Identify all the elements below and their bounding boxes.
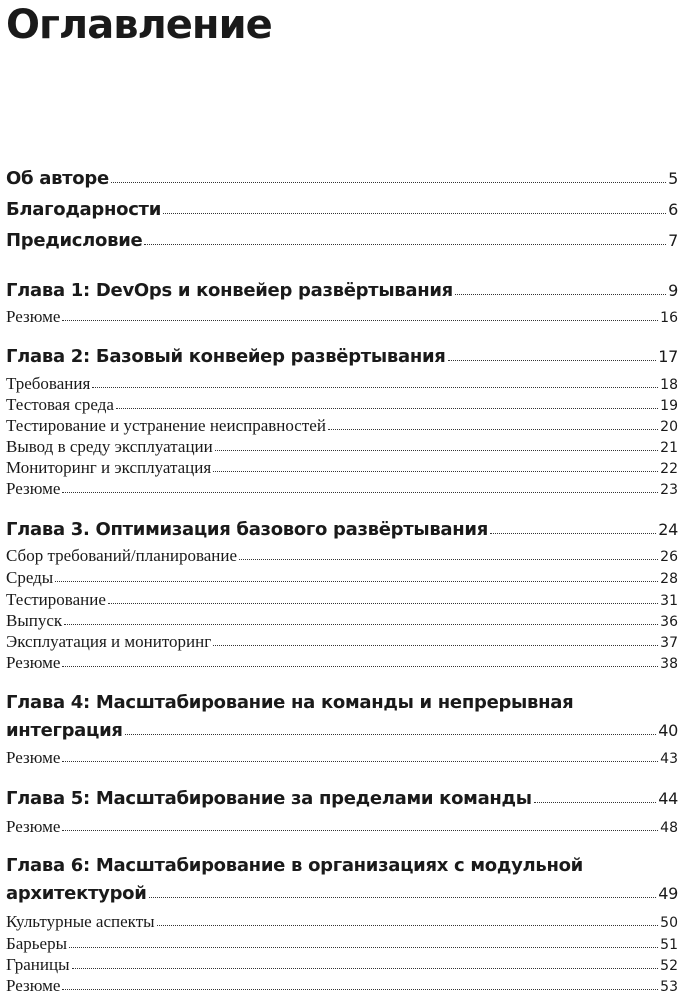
toc-chapter-4-line1[interactable]: Глава 4: Масштабирование на команды и непрерывная — [6, 692, 574, 713]
leader-dots — [157, 924, 659, 926]
toc-section[interactable] — [6, 611, 678, 631]
toc-section[interactable] — [6, 479, 678, 499]
leader-dots — [215, 449, 658, 451]
toc-page-number: 23 — [660, 482, 678, 498]
toc-section-label: Резюме — [6, 748, 61, 767]
leader-dots — [62, 319, 658, 321]
toc-chapter-label: архитектурой — [6, 883, 147, 904]
leader-dots — [108, 602, 658, 604]
toc-page-number: 50 — [660, 915, 678, 931]
leader-dots — [92, 386, 658, 388]
leader-dots — [163, 212, 666, 214]
toc-chapter-6[interactable] — [6, 883, 678, 904]
toc-section[interactable] — [6, 590, 678, 610]
toc-page-number: 19 — [660, 398, 678, 414]
toc-section-label: Тестовая среда — [6, 395, 114, 414]
toc-entry-label: Об авторе — [6, 168, 109, 189]
leader-dots — [448, 359, 657, 361]
toc-chapter-4[interactable] — [6, 720, 678, 741]
toc-page-number: 16 — [660, 310, 678, 326]
toc-chapter-label: интеграция — [6, 720, 123, 741]
leader-dots — [116, 407, 658, 409]
leader-dots — [55, 580, 658, 582]
toc-section[interactable] — [6, 632, 678, 652]
toc-page-number: 21 — [660, 440, 678, 456]
toc-section-label: Эксплуатация и мониторинг — [6, 632, 212, 651]
leader-dots — [62, 988, 658, 990]
toc-section-label: Требования — [6, 374, 91, 393]
toc-section[interactable] — [6, 976, 678, 996]
toc-section[interactable] — [6, 437, 678, 457]
toc-page-number: 52 — [660, 958, 678, 974]
toc-chapter-1[interactable] — [6, 280, 678, 301]
toc-chapter-label: Глава 1: DevOps и конвейер развёртывания — [6, 280, 453, 301]
toc-chapter-label: Глава 5: Масштабирование за пределами команды — [6, 788, 532, 809]
toc-section-label: Барьеры — [6, 934, 68, 953]
toc-section-label: Культурные аспекты — [6, 912, 155, 931]
leader-dots — [213, 644, 658, 646]
toc-chapter-label: Глава 2: Базовый конвейер развёртывания — [6, 346, 446, 367]
toc-entry-acknowledgements[interactable] — [6, 199, 678, 220]
toc-section-label: Тестирование и устранение неисправностей — [6, 416, 326, 435]
leader-dots — [328, 428, 658, 430]
toc-page-number: 51 — [660, 937, 678, 953]
leader-dots — [125, 733, 657, 735]
toc-section-label: Среды — [6, 568, 54, 587]
toc-chapter-3[interactable] — [6, 519, 678, 540]
toc-page-number: 7 — [668, 231, 678, 250]
toc-section-label: Резюме — [6, 479, 61, 498]
toc-page-number: 18 — [660, 377, 678, 393]
toc-section-label: Резюме — [6, 653, 61, 672]
leader-dots — [62, 665, 658, 667]
leader-dots — [239, 558, 658, 560]
toc-section[interactable] — [6, 546, 678, 566]
toc-section[interactable] — [6, 374, 678, 394]
toc-section[interactable] — [6, 912, 678, 932]
toc-page-number: 44 — [658, 789, 678, 808]
leader-dots — [62, 491, 658, 493]
toc-section-label: Выпуск — [6, 611, 63, 630]
toc-page-number: 53 — [660, 979, 678, 995]
toc-page-number: 43 — [660, 751, 678, 767]
toc-page-number: 48 — [660, 820, 678, 836]
toc-page-number: 38 — [660, 656, 678, 672]
leader-dots — [111, 181, 666, 183]
toc-section-label: Резюме — [6, 817, 61, 836]
toc-page-number: 20 — [660, 419, 678, 435]
leader-dots — [62, 760, 658, 762]
toc-section-label: Резюме — [6, 976, 61, 995]
page-title: Оглавление — [6, 2, 272, 48]
toc-page-number: 26 — [660, 549, 678, 565]
toc-page-number: 24 — [658, 520, 678, 539]
toc-section-label: Резюме — [6, 307, 61, 326]
toc-section[interactable] — [6, 955, 678, 975]
toc-page-number: 31 — [660, 593, 678, 609]
toc-section[interactable] — [6, 817, 678, 837]
toc-page-number: 9 — [668, 281, 678, 300]
leader-dots — [149, 896, 657, 898]
toc-page-number: 37 — [660, 635, 678, 651]
leader-dots — [62, 829, 658, 831]
toc-chapter-5[interactable] — [6, 788, 678, 809]
leader-dots — [534, 801, 656, 803]
toc-page-number: 36 — [660, 614, 678, 630]
leader-dots — [455, 293, 666, 295]
toc-entry-label: Предисловие — [6, 230, 143, 251]
toc-section-label: Мониторинг и эксплуатация — [6, 458, 212, 477]
toc-section-label: Тестирование — [6, 590, 106, 609]
leader-dots — [69, 946, 658, 948]
toc-entry-preface[interactable] — [6, 230, 678, 251]
toc-page-number: 40 — [658, 721, 678, 740]
toc-section[interactable] — [6, 653, 678, 673]
leader-dots — [64, 623, 658, 625]
toc-entry-label: Благодарности — [6, 199, 162, 220]
toc-section-label: Вывод в среду эксплуатации — [6, 437, 213, 456]
leader-dots — [72, 967, 659, 969]
toc-chapter-label: Глава 3. Оптимизация базового развёртывания — [6, 519, 488, 540]
toc-page-number: 6 — [668, 200, 678, 219]
toc-page-number: 17 — [658, 347, 678, 366]
toc-page-number: 5 — [668, 169, 678, 188]
toc-section[interactable] — [6, 416, 678, 436]
toc-page-number: 28 — [660, 571, 678, 587]
toc-entry-about-author[interactable] — [6, 168, 678, 189]
leader-dots — [213, 470, 658, 472]
toc-section[interactable] — [6, 307, 678, 327]
leader-dots — [144, 243, 666, 245]
toc-section-label: Границы — [6, 955, 70, 974]
toc-section[interactable] — [6, 748, 678, 768]
toc-page-number: 22 — [660, 461, 678, 477]
toc-page-number: 49 — [658, 884, 678, 903]
toc-chapter-2[interactable] — [6, 346, 678, 367]
leader-dots — [490, 532, 656, 534]
toc-section[interactable] — [6, 568, 678, 588]
toc-chapter-6-line1[interactable]: Глава 6: Масштабирование в организациях с модульной — [6, 855, 583, 876]
toc-section[interactable] — [6, 395, 678, 415]
toc-section[interactable] — [6, 934, 678, 954]
toc-section[interactable] — [6, 458, 678, 478]
toc-section-label: Сбор требований/планирование — [6, 546, 238, 565]
